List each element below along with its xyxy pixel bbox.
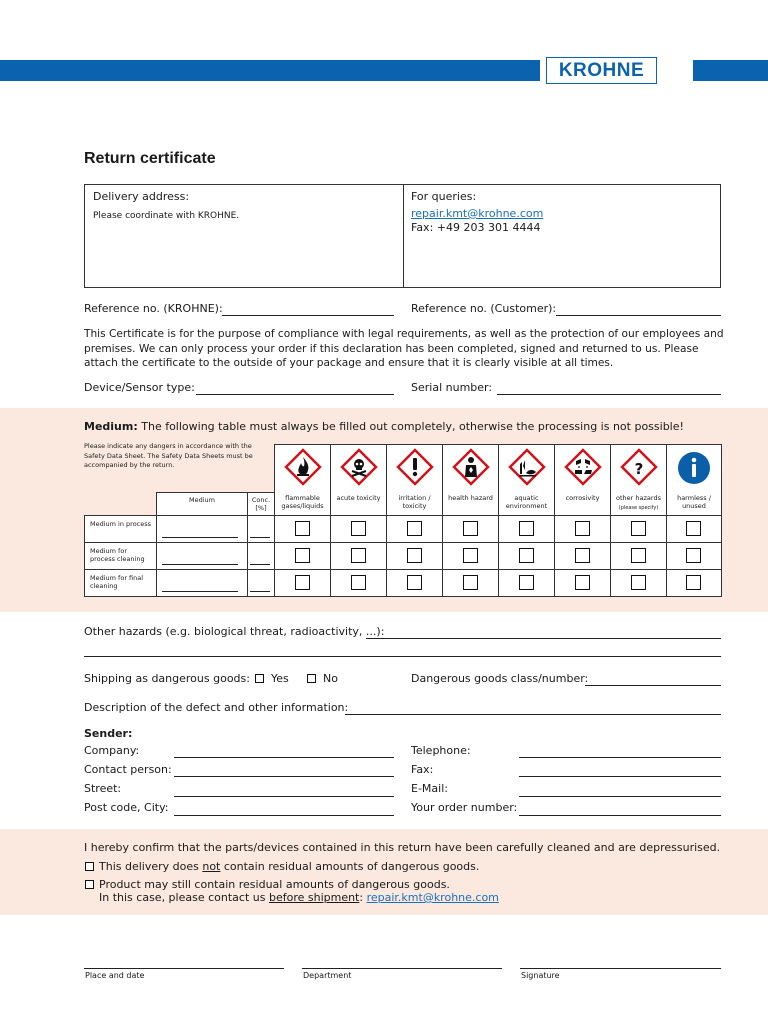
hazard-label-harmless: harmless / unused <box>677 494 711 510</box>
medium-input[interactable] <box>162 564 238 565</box>
medium-heading-text: The following table must always be filled out completely, otherwise the processing is not possible! <box>141 420 684 433</box>
contact-person-label: Contact person: <box>84 763 172 776</box>
company-field[interactable] <box>174 757 394 758</box>
hazard-label-health: health hazard <box>448 494 493 502</box>
place-date-label: Place and date <box>85 971 145 980</box>
page-title: Return certificate <box>84 150 216 167</box>
email-label: E-Mail: <box>411 782 448 795</box>
queries-fax: Fax: +49 203 301 4444 <box>411 221 541 234</box>
hazard-checkbox[interactable] <box>295 548 310 563</box>
medium-input[interactable] <box>162 591 238 592</box>
col-medium-label: Medium <box>189 496 215 504</box>
fax-field[interactable] <box>519 776 721 777</box>
reference-customer-field[interactable] <box>556 315 721 316</box>
device-type-field[interactable] <box>196 394 394 395</box>
shipping-no-checkbox[interactable] <box>307 674 316 683</box>
hazard-checkbox[interactable] <box>295 521 310 536</box>
hazard-checkbox[interactable] <box>631 548 646 563</box>
conc-input[interactable] <box>250 564 270 565</box>
confirmation-email-link[interactable]: repair.kmt@krohne.com <box>366 891 499 904</box>
signature-field[interactable] <box>520 968 721 969</box>
hazard-checkbox[interactable] <box>686 548 701 563</box>
hazard-checkbox[interactable] <box>575 521 590 536</box>
hazard-checkbox[interactable] <box>407 575 422 590</box>
queries-email-link[interactable]: repair.kmt@krohne.com <box>411 207 544 220</box>
medium-heading <box>84 420 684 433</box>
hazard-checkbox[interactable] <box>686 575 701 590</box>
defect-description-field[interactable] <box>345 714 721 715</box>
signature-label: Signature <box>521 971 560 980</box>
krohne-logo: KROHNE <box>546 57 657 84</box>
telephone-label: Telephone: <box>411 744 471 757</box>
hazard-checkbox[interactable] <box>463 575 478 590</box>
conc-input[interactable] <box>250 537 270 538</box>
hazard-label-flammable: flammable gases/liquids <box>281 494 324 510</box>
other-hazards-label: Other hazards (e.g. biological threat, radioactivity, ...): <box>84 625 385 638</box>
flame-icon <box>284 448 322 486</box>
hazard-label-other: other hazards <box>616 494 661 502</box>
medium-table <box>84 444 722 598</box>
medium-heading-bold: Medium: <box>84 420 138 433</box>
department-field[interactable] <box>302 968 502 969</box>
telephone-field[interactable] <box>519 757 721 758</box>
street-field[interactable] <box>174 796 394 797</box>
intro-paragraph: This Certificate is for the purpose of compliance with legal requirements, as well as the protection of our employees and premises. We can only process your order if this declaration has been completed, signed and returned to us. Please attach the certificate to the outside of your package and ensure that it is clearly visible at all times. <box>84 328 724 369</box>
conc-input-cell <box>247 515 275 543</box>
environment-icon <box>508 448 546 486</box>
hazard-checkbox[interactable] <box>463 521 478 536</box>
svg-text:?: ? <box>634 460 644 478</box>
hazard-label-corrosivity: corrosivity <box>565 494 600 502</box>
delivery-address-text: Please coordinate with KROHNE. <box>93 211 240 221</box>
postcode-city-field[interactable] <box>174 815 394 816</box>
email-field[interactable] <box>519 796 721 797</box>
reference-customer-label: Reference no. (Customer): <box>411 302 557 315</box>
hazard-checkbox[interactable] <box>575 575 590 590</box>
shipping-label: Shipping as dangerous goods: <box>84 672 250 685</box>
serial-number-label: Serial number: <box>411 381 493 394</box>
order-number-field[interactable] <box>519 815 721 816</box>
hazard-label-acute-toxicity: acute toxicity <box>336 494 381 502</box>
hazard-label-aquatic: aquatic environment <box>505 494 548 510</box>
reference-krohne-label: Reference no. (KROHNE): <box>84 302 223 315</box>
hazard-checkbox[interactable] <box>351 521 366 536</box>
exclamation-icon <box>396 448 434 486</box>
corrosion-icon <box>564 448 602 486</box>
dangerous-goods-class-field[interactable] <box>585 685 721 686</box>
hazard-checkbox[interactable] <box>519 521 534 536</box>
hazard-checkbox[interactable] <box>631 521 646 536</box>
contact-before-shipment-note: In this case, please contact us before shipment: repair.kmt@krohne.com <box>99 891 499 904</box>
medium-note: Please indicate any dangers in accordance with the Safety Data Sheet. The Safety Data Sheets must be accompanied by the return. <box>84 442 253 469</box>
residual-dangerous-goods-checkbox[interactable] <box>85 880 94 889</box>
skull-icon <box>340 448 378 486</box>
other-hazards-field-line2[interactable] <box>84 656 721 657</box>
medium-input[interactable] <box>162 537 238 538</box>
delivery-address-label: Delivery address: <box>93 190 190 203</box>
department-label: Department <box>303 971 352 980</box>
conc-input[interactable] <box>250 591 270 592</box>
order-number-label: Your order number: <box>411 801 518 814</box>
hazard-checkbox[interactable] <box>407 521 422 536</box>
medium-input-cell <box>156 515 248 543</box>
sender-heading: Sender: <box>84 727 133 740</box>
hazard-checkbox[interactable] <box>351 548 366 563</box>
shipping-yes-checkbox[interactable] <box>255 674 264 683</box>
hazard-label-irritation: irritation / toxicity <box>398 494 431 510</box>
hazard-checkbox[interactable] <box>351 575 366 590</box>
place-date-field[interactable] <box>84 968 284 969</box>
address-box-divider <box>403 184 404 288</box>
hazard-checkbox[interactable] <box>407 548 422 563</box>
row-label: Medium for final cleaning <box>90 574 144 590</box>
postcode-city-label: Post code, City: <box>84 801 169 814</box>
hazard-checkbox[interactable] <box>631 575 646 590</box>
hazard-checkbox[interactable] <box>686 521 701 536</box>
row-label: Medium for process cleaning <box>90 547 145 563</box>
serial-number-field[interactable] <box>497 394 721 395</box>
hazard-checkbox[interactable] <box>519 548 534 563</box>
company-label: Company: <box>84 744 140 757</box>
info-icon <box>676 450 712 486</box>
hazard-label-other-sub: (please specify) <box>618 505 659 511</box>
device-type-label: Device/Sensor type: <box>84 381 195 394</box>
residual-dangerous-goods-label: Product may still contain residual amounts of dangerous goods. <box>99 878 450 891</box>
other-hazards-field[interactable] <box>366 638 721 639</box>
shipping-no-label: No <box>323 672 338 685</box>
row-label: Medium in process <box>90 520 152 528</box>
question-icon <box>620 448 658 486</box>
hazard-checkbox[interactable] <box>463 548 478 563</box>
col-conc-label: Conc. [%] <box>251 496 271 512</box>
confirmation-statement: I hereby confirm that the parts/devices contained in this return have been carefully cleaned and are depressurised. <box>84 841 721 854</box>
contact-person-field[interactable] <box>174 776 394 777</box>
no-dangerous-goods-checkbox[interactable] <box>85 862 94 871</box>
dangerous-goods-class-label: Dangerous goods class/number: <box>411 672 589 685</box>
shipping-yes-label: Yes <box>271 672 289 685</box>
defect-description-label: Description of the defect and other information: <box>84 701 349 714</box>
queries-label: For queries: <box>411 190 477 203</box>
hazard-checkbox[interactable] <box>575 548 590 563</box>
street-label: Street: <box>84 782 122 795</box>
fax-label: Fax: <box>411 763 434 776</box>
no-dangerous-goods-label: This delivery does not contain residual amounts of dangerous goods. <box>99 860 480 873</box>
reference-krohne-field[interactable] <box>222 315 394 316</box>
hazard-checkbox[interactable] <box>519 575 534 590</box>
health-hazard-icon <box>452 448 490 486</box>
hazard-checkbox[interactable] <box>295 575 310 590</box>
